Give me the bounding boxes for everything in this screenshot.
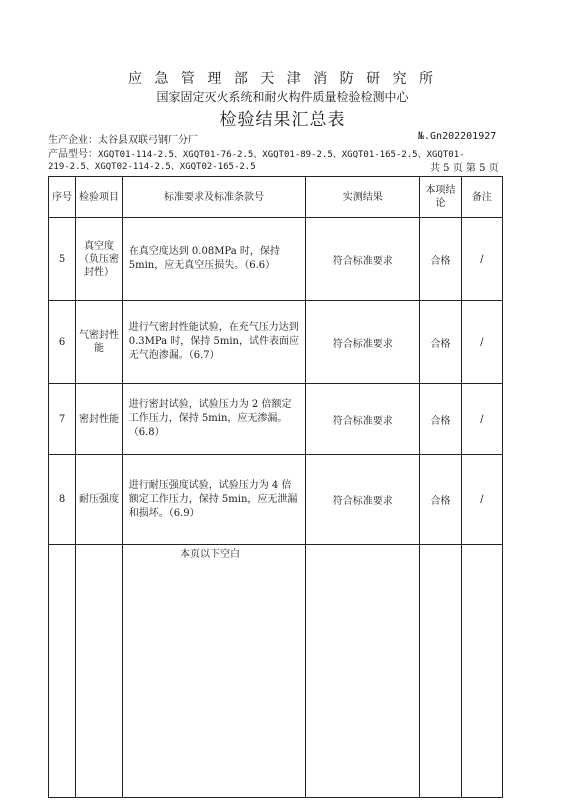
row-seq: 7 bbox=[49, 384, 76, 455]
report-title: 检验结果汇总表 bbox=[219, 110, 346, 130]
row-result: 符合标准要求 bbox=[306, 301, 420, 384]
header-requirement: 标准要求及标准条款号 bbox=[122, 177, 306, 218]
row-requirement: 进行密封试验，试验压力为 2 倍额定工作压力，保持 5min，应无渗漏。（6.8） bbox=[122, 384, 306, 455]
row-result: 符合标准要求 bbox=[306, 384, 420, 455]
report-number: №.Gn202201927 bbox=[418, 131, 497, 142]
blank-below-note: 本页以下空白 bbox=[180, 549, 240, 560]
table-row bbox=[49, 384, 503, 455]
row-seq: 6 bbox=[49, 301, 76, 384]
row-note: / bbox=[461, 218, 502, 301]
header-note: 备注 bbox=[461, 177, 502, 218]
row-requirement: 在真空度达到 0.08MPa 时，保持 5min，应无真空压损失。（6.6） bbox=[122, 218, 306, 301]
row-result: 符合标准要求 bbox=[306, 218, 420, 301]
row-conclusion: 合格 bbox=[420, 301, 461, 384]
blank-cell bbox=[420, 545, 461, 798]
results-table bbox=[48, 176, 503, 798]
header-conclusion: 本项结论 bbox=[420, 177, 461, 218]
row-note: / bbox=[461, 455, 502, 545]
header-item: 检验项目 bbox=[76, 177, 123, 218]
center-name: 国家固定灭火系统和耐火构件质量检验检测中心 bbox=[156, 90, 409, 104]
row-item: 真空度（负压密封性） bbox=[76, 218, 123, 301]
producer-row bbox=[48, 131, 198, 146]
model-row bbox=[48, 145, 465, 160]
row-result: 符合标准要求 bbox=[306, 455, 420, 545]
row-requirement: 进行耐压强度试验，试验压力为 4 倍额定工作压力，保持 5min，应无泄漏和损坏。（6.9） bbox=[122, 455, 306, 545]
producer-label: 生产企业： bbox=[48, 135, 98, 146]
blank-cell bbox=[461, 545, 502, 798]
table-blank-row bbox=[49, 545, 503, 798]
table-row bbox=[49, 301, 503, 384]
model-label: 产品型号： bbox=[48, 149, 98, 160]
institute-name: 应 急 管 理 部 天 津 消 防 研 究 所 bbox=[128, 71, 437, 87]
blank-cell bbox=[76, 545, 123, 798]
header-result: 实测结果 bbox=[306, 177, 420, 218]
model-list-line1: XGQT01-114-2.5、XGQT01-76-2.5、XGQT01-89-2.5、XGQT01-165-2.5、XGQT01- bbox=[98, 150, 465, 160]
page-info: 共 5 页 第 5 页 bbox=[430, 163, 499, 174]
blank-cell bbox=[306, 545, 420, 798]
blank-cell bbox=[49, 545, 76, 798]
row-note: / bbox=[461, 301, 502, 384]
table-header-row bbox=[49, 177, 503, 218]
row-item: 耐压强度 bbox=[76, 455, 123, 545]
row-seq: 5 bbox=[49, 218, 76, 301]
row-item: 气密封性能 bbox=[76, 301, 123, 384]
row-item: 密封性能 bbox=[76, 384, 123, 455]
row-seq: 8 bbox=[49, 455, 76, 545]
row-conclusion: 合格 bbox=[420, 218, 461, 301]
row-conclusion: 合格 bbox=[420, 384, 461, 455]
model-list-line2: 219-2.5、XGQT02-114-2.5、XGQT02-165-2.5 bbox=[48, 162, 256, 172]
seal-stamp bbox=[541, 289, 563, 350]
header-seq: 序号 bbox=[49, 177, 76, 218]
row-requirement: 进行气密封性能试验，在充气压力达到 0.3MPa 时，保持 5min，试件表面应无气泡渗漏。（6.7） bbox=[122, 301, 306, 384]
row-note: / bbox=[461, 384, 502, 455]
blank-cell bbox=[122, 545, 306, 798]
table-row bbox=[49, 455, 503, 545]
producer-name: 太谷县双联弓钢厂分厂 bbox=[98, 135, 198, 146]
table-row bbox=[49, 218, 503, 301]
row-conclusion: 合格 bbox=[420, 455, 461, 545]
